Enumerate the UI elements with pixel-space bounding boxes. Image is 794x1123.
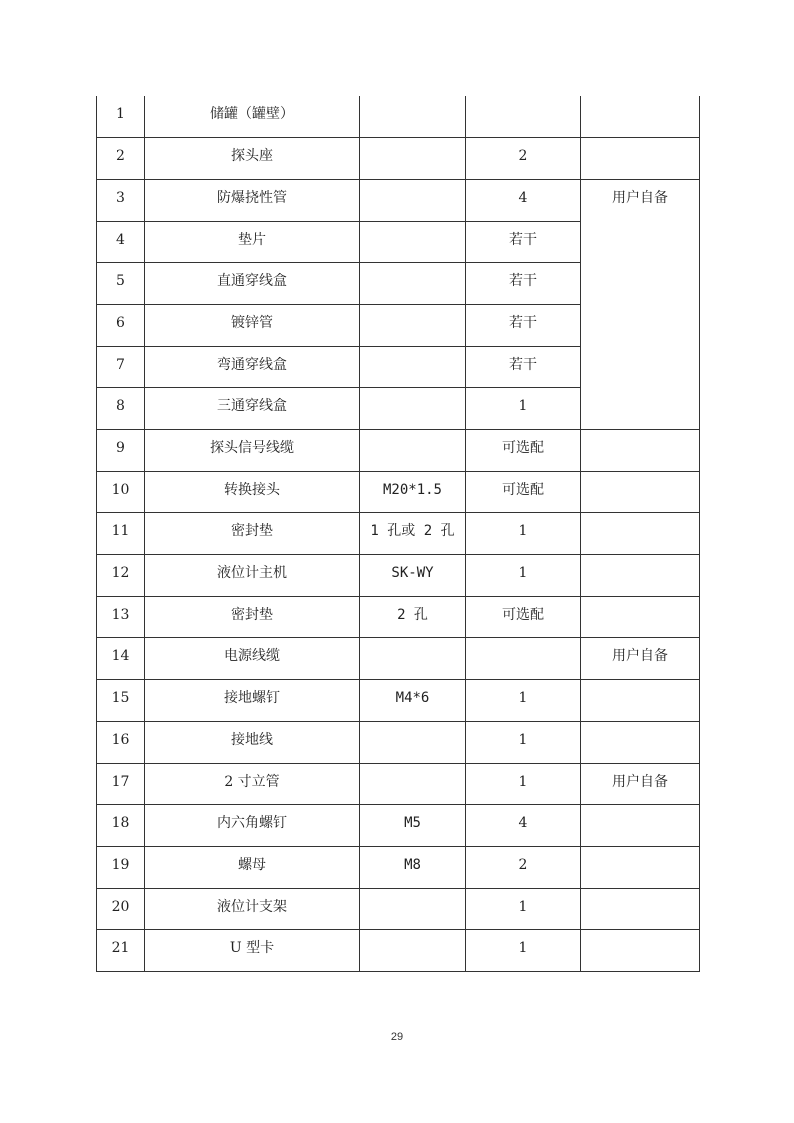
row-number: 21	[97, 930, 145, 972]
part-note: 用户自备	[581, 763, 700, 805]
row-number: 2	[97, 138, 145, 180]
part-note	[581, 555, 700, 597]
part-name: 接地线	[145, 721, 360, 763]
part-spec: M5	[360, 805, 466, 847]
table-row	[97, 96, 700, 138]
row-number: 7	[97, 346, 145, 388]
part-quantity: 1	[466, 388, 581, 430]
table-row	[97, 846, 700, 888]
part-note	[581, 888, 700, 930]
part-spec	[360, 430, 466, 472]
part-quantity	[466, 638, 581, 680]
row-number: 9	[97, 430, 145, 472]
part-note	[581, 471, 700, 513]
part-quantity: 若干	[466, 263, 581, 305]
part-spec	[360, 721, 466, 763]
part-spec: 2 孔	[360, 596, 466, 638]
part-name: 储罐（罐壁）	[145, 96, 360, 138]
part-name: 内六角螺钉	[145, 805, 360, 847]
part-name: 垫片	[145, 221, 360, 263]
part-spec: M20*1.5	[360, 471, 466, 513]
part-spec	[360, 138, 466, 180]
part-quantity: 2	[466, 138, 581, 180]
table-row	[97, 513, 700, 555]
part-note	[581, 680, 700, 722]
part-name: 电源线缆	[145, 638, 360, 680]
part-quantity: 2	[466, 846, 581, 888]
part-quantity: 1	[466, 721, 581, 763]
part-note	[581, 846, 700, 888]
row-number: 8	[97, 388, 145, 430]
part-note	[581, 513, 700, 555]
part-spec: 1 孔或 2 孔	[360, 513, 466, 555]
table-row	[97, 805, 700, 847]
parts-list-table	[96, 96, 700, 972]
part-quantity: 若干	[466, 221, 581, 263]
part-spec	[360, 179, 466, 221]
part-quantity: 4	[466, 179, 581, 221]
part-quantity: 1	[466, 888, 581, 930]
part-note	[581, 96, 700, 138]
table-row	[97, 138, 700, 180]
part-note	[581, 138, 700, 180]
table-row	[97, 430, 700, 472]
part-quantity: 1	[466, 513, 581, 555]
part-spec	[360, 346, 466, 388]
row-number: 1	[97, 96, 145, 138]
part-name: 密封垫	[145, 513, 360, 555]
part-quantity: 4	[466, 805, 581, 847]
merged-note-cell: 用户自备	[581, 179, 700, 429]
part-quantity: 1	[466, 763, 581, 805]
part-name: 密封垫	[145, 596, 360, 638]
table-row	[97, 680, 700, 722]
part-quantity: 1	[466, 555, 581, 597]
part-note	[581, 930, 700, 972]
row-number: 14	[97, 638, 145, 680]
part-spec	[360, 930, 466, 972]
part-spec	[360, 96, 466, 138]
part-quantity	[466, 96, 581, 138]
table-row	[97, 930, 700, 972]
row-number: 20	[97, 888, 145, 930]
part-name: 三通穿线盒	[145, 388, 360, 430]
row-number: 13	[97, 596, 145, 638]
table-row	[97, 888, 700, 930]
page-number: 29	[390, 1031, 404, 1043]
row-number: 15	[97, 680, 145, 722]
part-quantity: 1	[466, 930, 581, 972]
part-name: 镀锌管	[145, 304, 360, 346]
part-name: 探头信号线缆	[145, 430, 360, 472]
part-note	[581, 430, 700, 472]
part-name: 弯通穿线盒	[145, 346, 360, 388]
row-number: 6	[97, 304, 145, 346]
row-number: 12	[97, 555, 145, 597]
part-spec	[360, 638, 466, 680]
table-row	[97, 596, 700, 638]
part-spec: M4*6	[360, 680, 466, 722]
part-spec	[360, 888, 466, 930]
row-number: 3	[97, 179, 145, 221]
table-row	[97, 638, 700, 680]
part-name: 2 寸立管	[145, 763, 360, 805]
part-name: U 型卡	[145, 930, 360, 972]
part-name: 螺母	[145, 846, 360, 888]
part-spec: SK-WY	[360, 555, 466, 597]
row-number: 4	[97, 221, 145, 263]
part-note: 用户自备	[581, 638, 700, 680]
part-spec	[360, 221, 466, 263]
part-quantity: 可选配	[466, 471, 581, 513]
part-name: 防爆挠性管	[145, 179, 360, 221]
part-note	[581, 805, 700, 847]
part-note	[581, 721, 700, 763]
row-number: 5	[97, 263, 145, 305]
part-name: 接地螺钉	[145, 680, 360, 722]
row-number: 17	[97, 763, 145, 805]
row-number: 11	[97, 513, 145, 555]
part-spec	[360, 388, 466, 430]
row-number: 10	[97, 471, 145, 513]
part-name: 液位计支架	[145, 888, 360, 930]
part-quantity: 1	[466, 680, 581, 722]
part-spec	[360, 263, 466, 305]
table-row	[97, 555, 700, 597]
part-quantity: 可选配	[466, 596, 581, 638]
part-name: 转换接头	[145, 471, 360, 513]
table-row	[97, 471, 700, 513]
part-quantity: 若干	[466, 346, 581, 388]
table-row	[97, 721, 700, 763]
table-row	[97, 179, 700, 221]
part-quantity: 可选配	[466, 430, 581, 472]
part-name: 探头座	[145, 138, 360, 180]
part-name: 液位计主机	[145, 555, 360, 597]
part-name: 直通穿线盒	[145, 263, 360, 305]
part-spec: M8	[360, 846, 466, 888]
part-spec	[360, 304, 466, 346]
part-note	[581, 596, 700, 638]
part-spec	[360, 763, 466, 805]
row-number: 19	[97, 846, 145, 888]
table-row	[97, 763, 700, 805]
part-quantity: 若干	[466, 304, 581, 346]
row-number: 18	[97, 805, 145, 847]
row-number: 16	[97, 721, 145, 763]
